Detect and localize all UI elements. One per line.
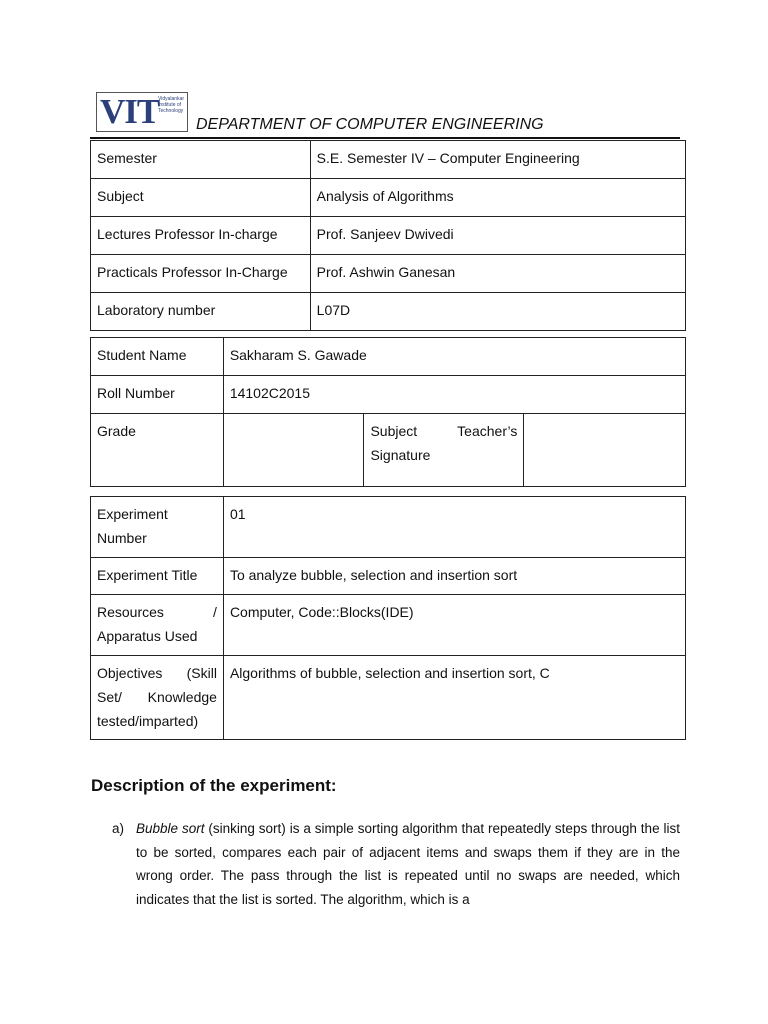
signature-label-subject: Subject xyxy=(370,423,418,439)
grade-label: Grade xyxy=(91,414,224,487)
table-row xyxy=(91,558,686,595)
experiment-number-label: Experiment Number xyxy=(91,497,224,558)
logo-subtext: Vidyalankar Institute of Technology xyxy=(158,96,185,114)
logo-text: VIT xyxy=(100,92,160,131)
practical-professor-value: Prof. Ashwin Ganesan xyxy=(310,255,685,293)
bubble-sort-term: Bubble sort xyxy=(136,821,205,836)
subject-value: Analysis of Algorithms xyxy=(310,179,685,217)
resources-label: Resources / Apparatus Used xyxy=(91,595,224,656)
signature-label-signature: Signature xyxy=(370,447,431,463)
objectives-label: Objectives (Skill Set/ Knowledge tested/imparted) xyxy=(91,656,224,740)
table-row xyxy=(91,255,686,293)
practical-professor-label: Practicals Professor In-Charge xyxy=(91,255,311,293)
semester-label: Semester xyxy=(91,141,311,179)
table-row xyxy=(91,497,686,558)
objectives-value: Algorithms of bubble, selection and insertion sort, C xyxy=(223,656,685,740)
signature-label-teacher: Teacher’s xyxy=(457,423,518,439)
student-name-label: Student Name xyxy=(91,338,224,376)
table-row xyxy=(91,656,686,740)
list-marker: a) xyxy=(112,821,125,836)
roll-number-value: 14102C2015 xyxy=(223,376,685,414)
lab-number-value: L07D xyxy=(310,293,685,331)
lab-number-label: Laboratory number xyxy=(91,293,311,331)
experiment-info-table xyxy=(90,496,686,740)
student-info-table xyxy=(90,337,686,487)
page-header xyxy=(90,92,680,142)
lecture-professor-label: Lectures Professor In-charge xyxy=(91,217,311,255)
resources-value: Computer, Code::Blocks(IDE) xyxy=(223,595,685,656)
roll-number-label: Roll Number xyxy=(91,376,224,414)
semester-value: S.E. Semester IV – Computer Engineering xyxy=(310,141,685,179)
table-row xyxy=(91,338,686,376)
experiment-number-value: 01 xyxy=(223,497,685,558)
bubble-sort-description xyxy=(136,817,680,911)
description-heading: Description of the experiment: xyxy=(91,776,337,795)
header-divider xyxy=(90,137,680,139)
grade-value xyxy=(223,414,364,487)
table-row xyxy=(91,414,686,487)
experiment-title-value: To analyze bubble, selection and insertion sort xyxy=(223,558,685,595)
table-row xyxy=(91,293,686,331)
experiment-title-label: Experiment Title xyxy=(91,558,224,595)
table-row xyxy=(91,179,686,217)
description-paragraph xyxy=(112,817,680,911)
table-row xyxy=(91,141,686,179)
course-info-table xyxy=(90,140,686,331)
table-row xyxy=(91,217,686,255)
table-row xyxy=(91,595,686,656)
subject-label: Subject xyxy=(91,179,311,217)
vit-logo xyxy=(96,92,188,132)
department-title: DEPARTMENT OF COMPUTER ENGINEERING xyxy=(196,116,544,133)
student-name-value: Sakharam S. Gawade xyxy=(223,338,685,376)
lecture-professor-value: Prof. Sanjeev Dwivedi xyxy=(310,217,685,255)
signature-value xyxy=(524,414,686,487)
signature-label xyxy=(364,414,524,487)
table-row xyxy=(91,376,686,414)
bubble-sort-text: (sinking sort) is a simple sorting algorithm that repeatedly steps through the list to be sorted, compares each pair of adjacent items and swaps them if they are in the wrong order. The pass through the list is repeated until no swaps are needed, which indicates that the list is sorted. The algorithm, which is a xyxy=(136,821,680,907)
